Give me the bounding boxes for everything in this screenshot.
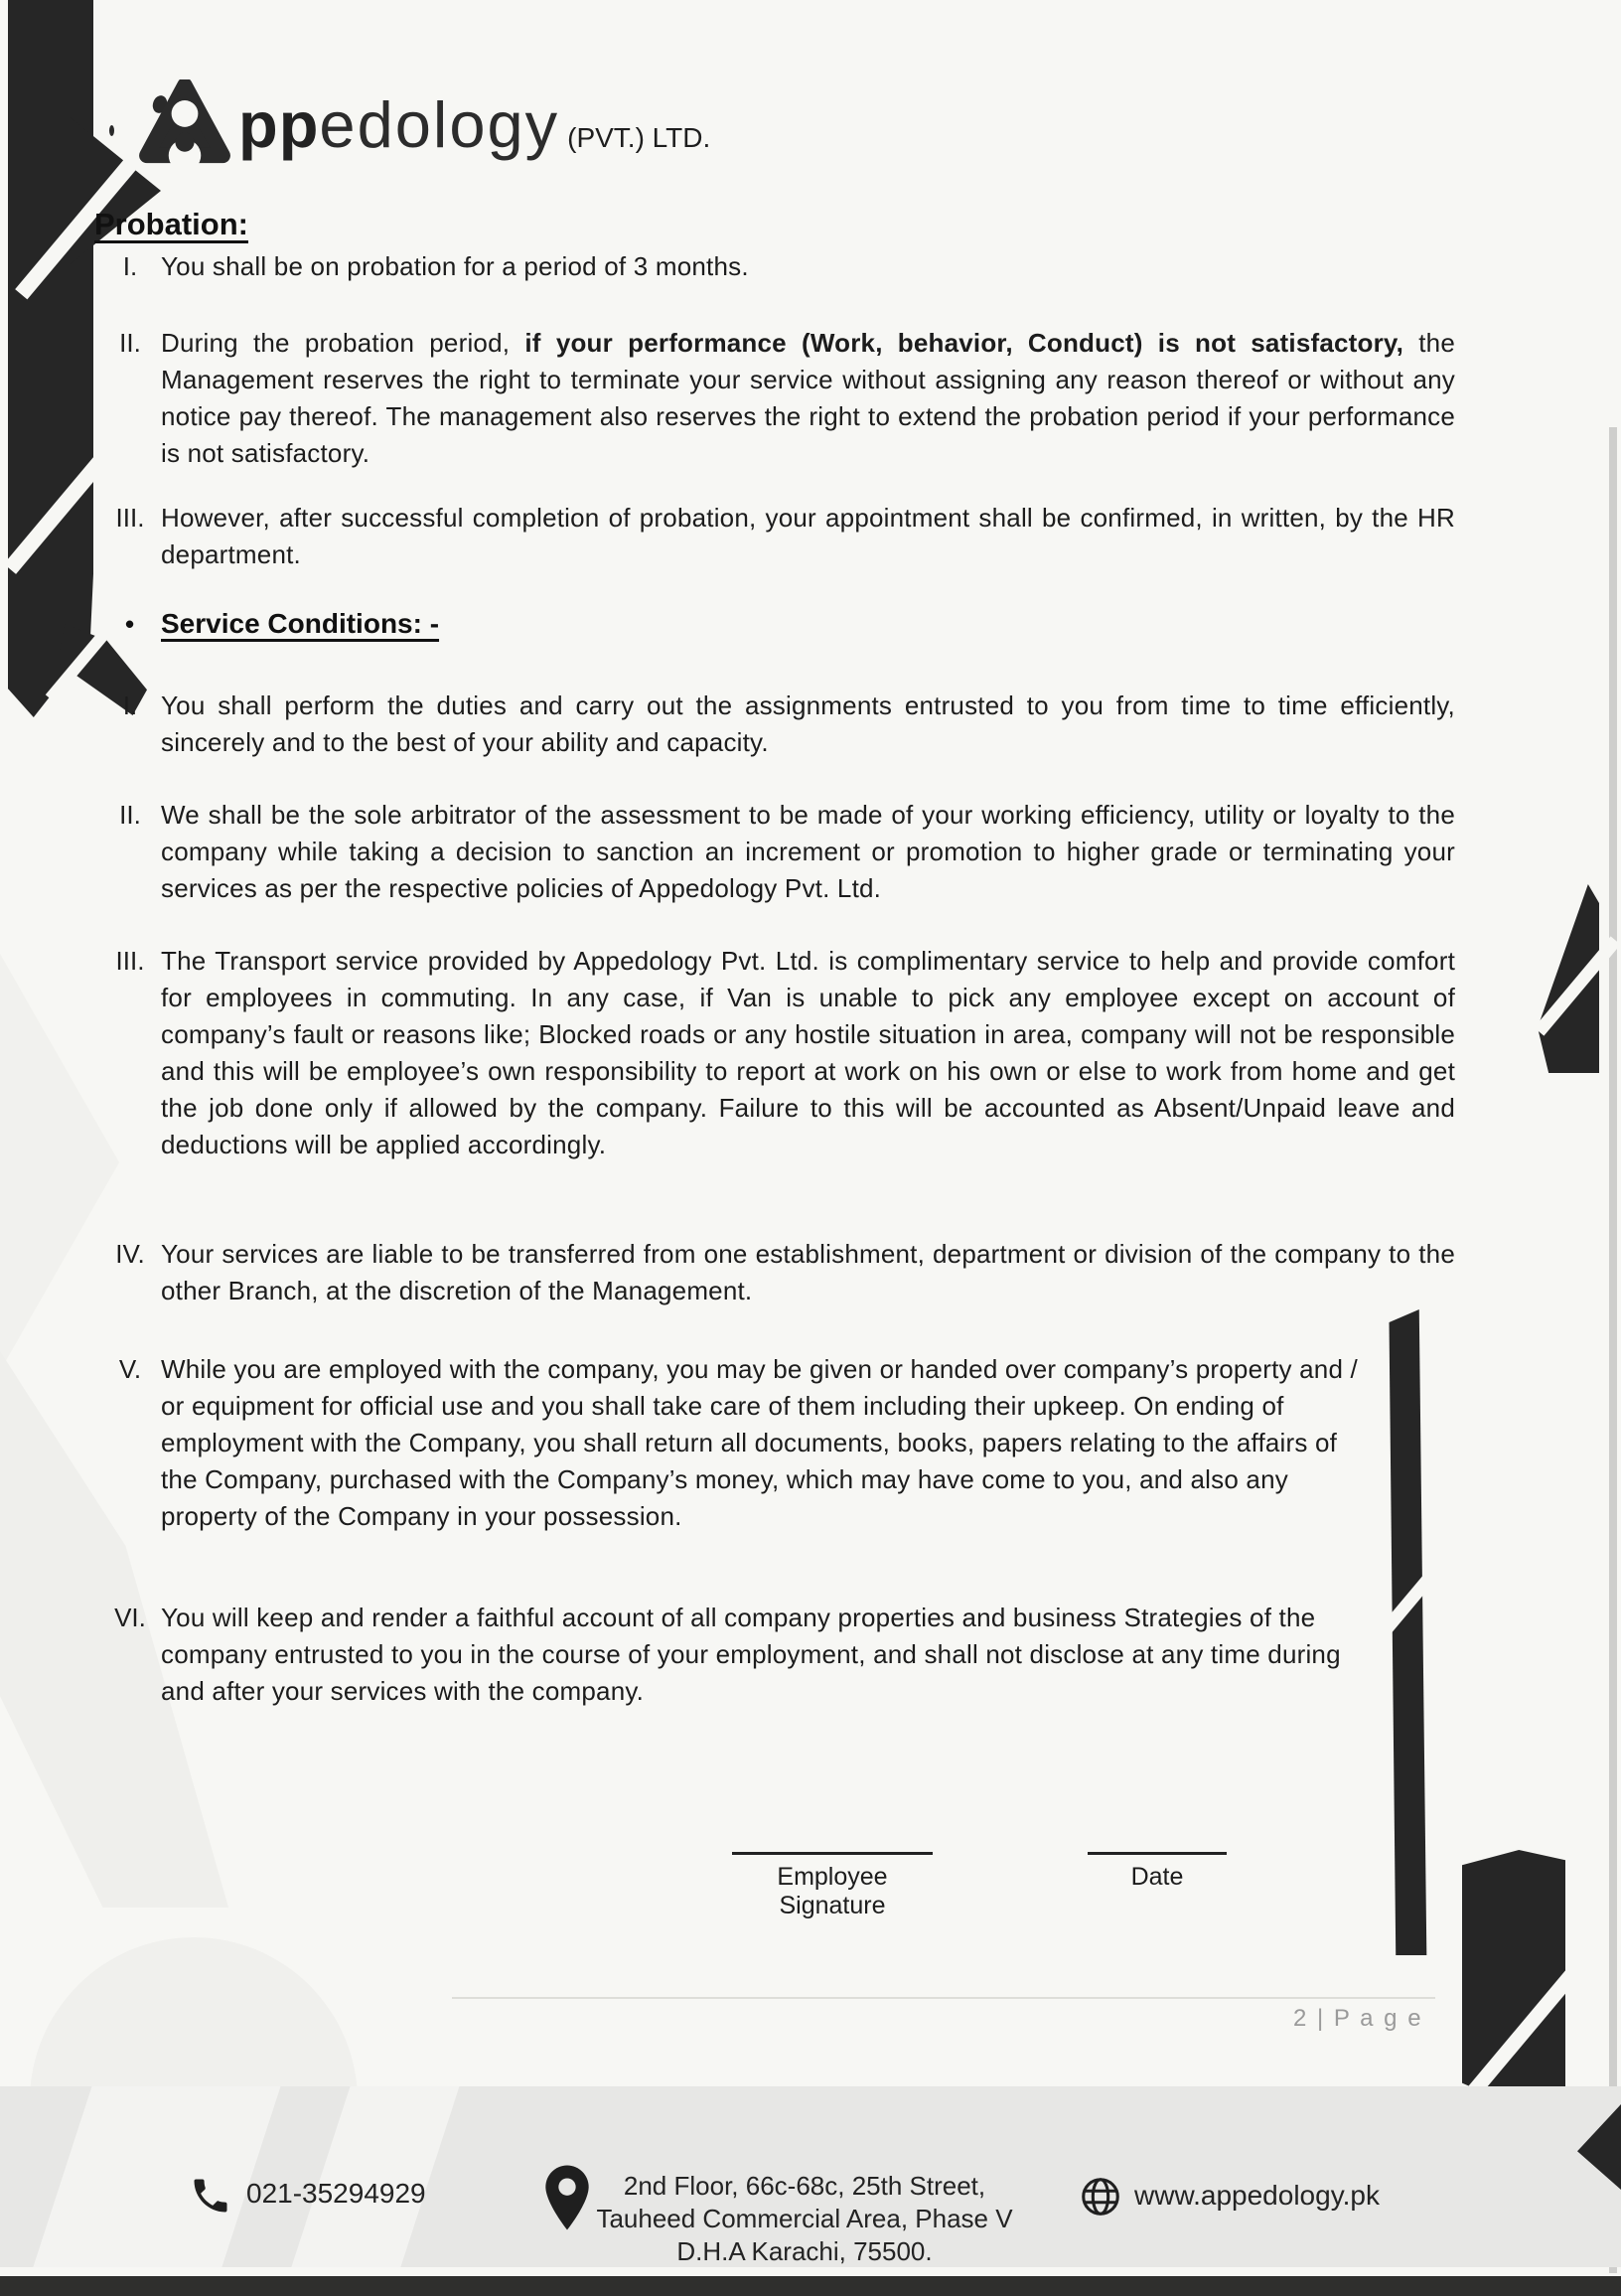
roman-numeral: I. [122, 251, 138, 281]
roman-numeral: I. [122, 690, 138, 720]
roman-numeral: II. [119, 800, 141, 830]
logo-brand-light: edology [319, 88, 560, 161]
scan-edge-shadow [1609, 427, 1617, 2273]
address-line: D.H.A Karachi, 75500. [676, 2236, 933, 2266]
roman-numeral: III. [115, 946, 145, 976]
clause-text: You shall perform the duties and carry out the assignments entrusted to you from time to time efficiently, sincerely and to the best of your ability and capacity. [161, 690, 1455, 757]
footer-rule [452, 1997, 1435, 1999]
employee-signature-label: Employee Signature [777, 1863, 888, 1919]
date-label: Date [1130, 1863, 1184, 1891]
service-condition-item-1 [99, 688, 1455, 761]
location-pin-icon [541, 2162, 593, 2238]
roman-numeral: II. [119, 328, 141, 358]
footer-chevron-decoration [279, 2086, 466, 2267]
appedology-a-logo-icon [137, 79, 232, 172]
bottom-edge-strip [0, 2276, 1621, 2296]
right-wide-band-decoration [1462, 1850, 1565, 2103]
clause-text: Your services are liable to be transferred from one establishment, department or division of the company to the other Branch, at the discretion of the Management. [161, 1239, 1455, 1305]
employee-signature-line [732, 1852, 933, 1920]
address-block [596, 2170, 1013, 2267]
clause-text-bold: if your performance (Work, behavior, Conduct) is not satisfactory, [524, 328, 1404, 358]
scan-mark-dot [109, 125, 114, 136]
left-black-band-decoration [8, 0, 93, 717]
clause-text-normal: During the probation period, [161, 328, 525, 358]
footer-chevron-decoration [21, 2086, 287, 2267]
clause-text: While you are employed with the company, you may be given or handed over company’s property and / or equipment for official use and you shall take care of them including their upkeep. On ending of employment with the Company, you shall return all documents, books, papers relating to the affairs of the Company, purchased with the Company’s money, which may have come to you, and also any property of the Company in your possession. [161, 1354, 1358, 1531]
contact-footer-bar [0, 2086, 1621, 2267]
website-url: www.appedology.pk [1134, 2180, 1380, 2211]
service-condition-item-2 [99, 797, 1455, 907]
roman-numeral: VI. [114, 1603, 146, 1632]
logo-brand-bold: pp [238, 88, 320, 161]
roman-numeral: V. [118, 1354, 142, 1384]
service-condition-item-6 [99, 1600, 1359, 1710]
address-line: 2nd Floor, 66c-68c, 25th Street, [623, 2171, 986, 2201]
clause-text: We shall be the sole arbitrator of the assessment to be made of your working efficiency, utility or loyalty to the company while taking a decision to sanction an increment or promotion to higher grade or terminating your services as per the respective policies of Appedology Pvt. Ltd. [161, 800, 1455, 903]
probation-item-2 [99, 325, 1455, 472]
service-condition-item-5 [99, 1351, 1359, 1535]
clause-text-normal: the Management reserves the right to terminate your service without assigning any reason thereof or without any notice pay thereof. The management also reserves the right to extend the probation period if your performance is not satisfactory. [161, 328, 1455, 468]
probation-item-3 [99, 500, 1455, 573]
service-condition-item-4 [99, 1236, 1455, 1309]
service-condition-item-3 [99, 943, 1455, 1163]
phone-icon [189, 2174, 232, 2222]
probation-heading: Probation: [94, 207, 248, 241]
globe-icon [1078, 2174, 1123, 2224]
company-logo-text [238, 87, 710, 162]
probation-item-1 [99, 248, 1455, 285]
clause-text: However, after successful completion of probation, your appointment shall be confirmed, in written, by the HR department. [161, 503, 1455, 569]
address-line: Tauheed Commercial Area, Phase V [596, 2204, 1013, 2233]
page-number: 2 | P a g e [1293, 2005, 1423, 2032]
logo-brand-suffix: (PVT.) LTD. [567, 122, 711, 153]
phone-number: 021-35294929 [246, 2178, 426, 2209]
clause-text: You will keep and render a faithful account of all company properties and business Strategies of the company entrusted to you in the course of your employment, and shall not disclose at any time during and after your services with the company. [161, 1603, 1341, 1706]
date-line [1088, 1852, 1227, 1892]
clause-text: The Transport service provided by Appedology Pvt. Ltd. is complimentary service to help and provide comfort for employees in commuting. In any case, if Van is unable to pick any employee except on account of company’s fault or reasons like; Blocked roads or any hostile situation in area, company will not be responsible and this will be employee’s own responsibility to report at work on his own or else to work from home and get the job done only if allowed by the company. Failure to this will be accounted as Absent/Unpaid leave and deductions will be applied accordingly. [161, 946, 1455, 1159]
service-conditions-heading [125, 608, 439, 640]
roman-numeral: IV. [115, 1239, 145, 1269]
clause-text: You shall be on probation for a period of 3 months. [161, 251, 749, 281]
roman-numeral: III. [115, 503, 145, 533]
right-thin-band-decoration [1387, 1309, 1428, 1955]
service-conditions-title: Service Conditions: - [161, 608, 440, 639]
clause-text [161, 325, 1455, 472]
bullet-marker: • [125, 609, 135, 639]
